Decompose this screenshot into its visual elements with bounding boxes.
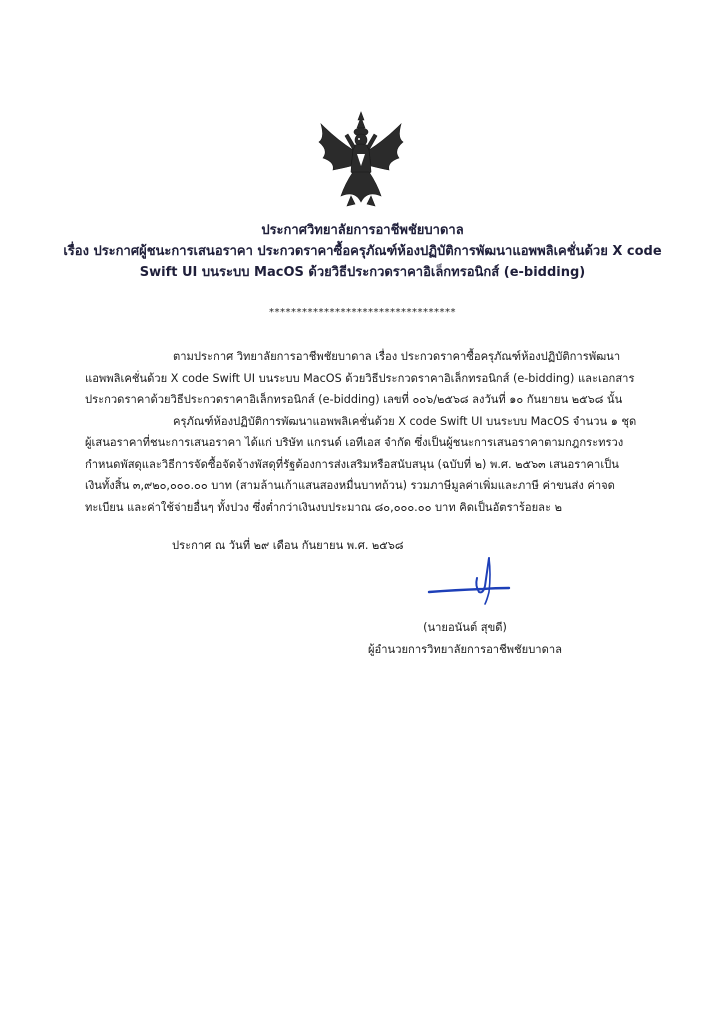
title-block — [60, 220, 665, 283]
announcement-date: ประกาศ ณ วันที่ ๒๙ เดือน กันยายน พ.ศ. ๒๕๖๘ — [172, 539, 404, 552]
body-line: เงินทั้งสิ้น ๓,๙๒๐,๐๐๐.๐๐ บาท (สามล้านเก้าแสนสองหมื่นบาทถ้วน) รวมภาษีมูลค่าเพิ่มและภาษี ค่าขนส่ง ค่าจด — [85, 479, 615, 492]
garuda-emblem-icon — [315, 110, 407, 210]
body-line: ทะเบียน และค่าใช้จ่ายอื่นๆ ทั้งปวง ซึ่งต่ำกว่าเงินงบประมาณ ๘๐,๐๐๐.๐๐ บาท คิดเป็นอัตราร้อยละ ๒ — [85, 500, 562, 514]
asterisk-divider: ********************************** — [269, 307, 456, 318]
body-line: ประกวดราคาด้วยวิธีประกวดราคาอิเล็กทรอนิกส์ (e-bidding) เลขที่ ๐๐๖/๒๕๖๘ ลงวันที่ ๑๐ กันยายน ๒๕๖๘ นั้น — [85, 393, 623, 406]
subject-line-2: Swift UI บนระบบ MacOS ด้วยวิธีประกวดราคาอิเล็กทรอนิกส์ (e-bidding) — [139, 265, 586, 280]
signature-icon — [425, 548, 515, 608]
subject-line-1: เรื่อง ประกาศผู้ชนะการเสนอราคา ประกวดราคาซื้อครุภัณฑ์ห้องปฏิบัติการพัฒนาแอพพลิเคชั่นด้วย X code — [63, 244, 662, 259]
body-line: กำหนดพัสดุและวิธีการจัดซื้อจัดจ้างพัสดุที่รัฐต้องการส่งเสริมหรือสนับสนุน (ฉบับที่ ๒) พ.ศ. ๒๕๖๓ เสนอราคาเป็น — [85, 457, 619, 471]
agency-title: ประกาศวิทยาลัยการอาชีพชัยบาดาล — [261, 223, 464, 238]
body-line: แอพพลิเคชั่นด้วย X code Swift UI บนระบบ MacOS ด้วยวิธีประกวดราคาอิเล็กทรอนิกส์ (e-bidding) และเอกสาร — [85, 371, 635, 385]
body-text — [85, 346, 665, 518]
signer-title: ผู้อำนวยการวิทยาลัยการอาชีพชัยบาดาล — [368, 643, 562, 656]
body-line: ผู้เสนอราคาที่ชนะการเสนอราคา ได้แก่ บริษัท แกรนด์ เอทีเอส จำกัด ซึ่งเป็นผู้ชนะการเสนอราคาตามกฎกระทรวง — [85, 436, 624, 449]
body-line: ตามประกาศ วิทยาลัยการอาชีพชัยบาดาล เรื่อง ประกวดราคาซื้อครุภัณฑ์ห้องปฏิบัติการพัฒนา — [173, 350, 621, 363]
body-line: ครุภัณฑ์ห้องปฏิบัติการพัฒนาแอพพลิเคชั่นด้วย X code Swift UI บนระบบ MacOS จำนวน ๑ ชุด — [173, 414, 637, 428]
signer-name: (นายอนันต์ สุขดี) — [423, 621, 507, 634]
